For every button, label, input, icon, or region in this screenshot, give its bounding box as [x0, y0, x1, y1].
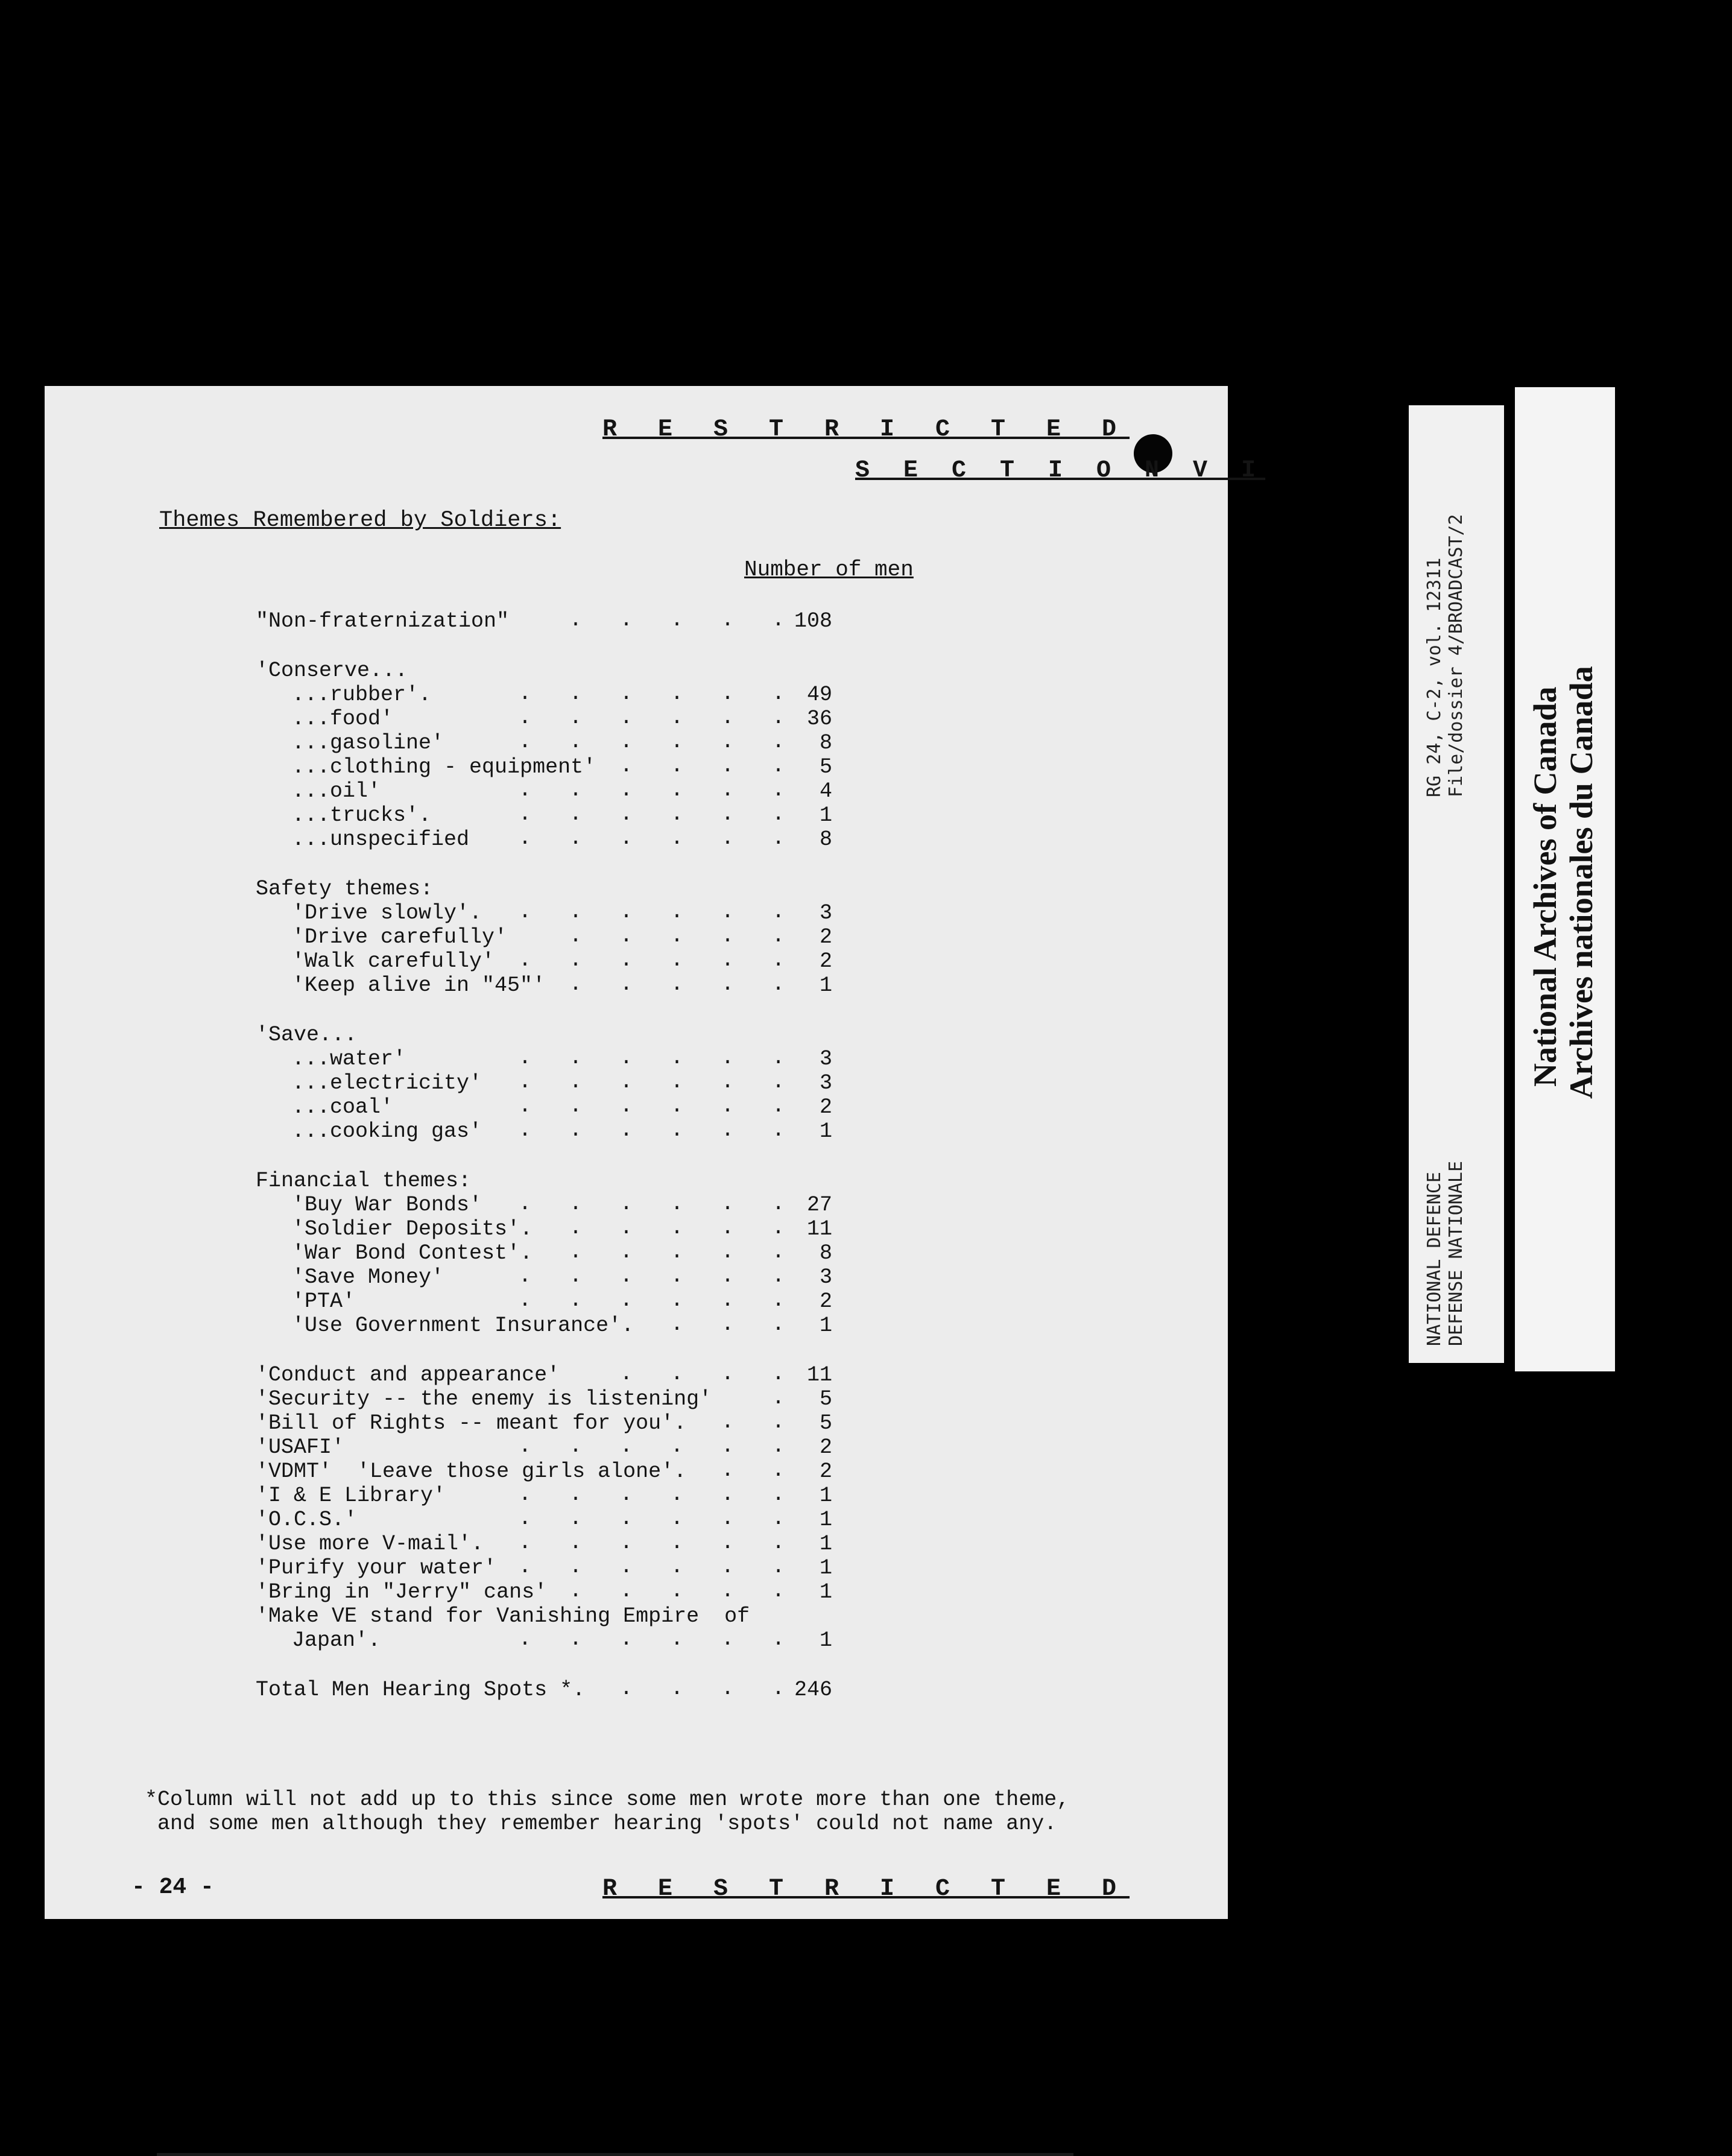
row-value: 1: [819, 1508, 832, 1532]
row-label: 'PTA': [292, 1289, 356, 1314]
row-label: Japan'.: [292, 1628, 381, 1652]
archive-stamp-label: [1515, 387, 1615, 1371]
row-label: "Non-fraternization": [256, 609, 510, 633]
leader-dots: . . . . . .: [519, 706, 785, 730]
row-label: 'Conserve...: [256, 659, 408, 683]
reference-line-2: File/dossier 4/BROADCAST/2: [1446, 514, 1467, 797]
row-value: 1: [819, 1580, 832, 1604]
table-row: [0, 803, 1206, 827]
table-row: [0, 1532, 1206, 1556]
row-label: 'Use Government Insurance'.: [292, 1314, 634, 1338]
leader-dots: . . . . . .: [519, 1192, 785, 1216]
leader-dots: . . . . . .: [519, 1531, 785, 1555]
leader-dots: . . . . . .: [519, 778, 785, 802]
row-label: ...food': [292, 707, 394, 731]
row-value: 2: [819, 1459, 832, 1484]
table-row: [0, 1241, 1206, 1265]
row-value: 8: [819, 731, 832, 755]
row-value: 5: [819, 1411, 832, 1435]
archive-name-fr: Archives nationales du Canada: [1563, 666, 1599, 1099]
row-label: ...unspecified: [292, 827, 470, 852]
column-header: Number of men: [744, 557, 914, 582]
row-value: 5: [819, 755, 832, 779]
leader-dots: . . . . . .: [519, 1264, 785, 1288]
row-value: 246: [794, 1678, 832, 1702]
table-row: [0, 1628, 1206, 1652]
row-label: Financial themes:: [256, 1169, 472, 1193]
row-value: 3: [819, 901, 832, 925]
table-row: [0, 1580, 1206, 1604]
archive-stamp-reference: [1409, 405, 1504, 1363]
row-value: 11: [806, 1363, 832, 1387]
table-row: [0, 925, 1206, 949]
leader-dots: . .: [721, 1410, 785, 1434]
table-row: [0, 755, 1206, 779]
row-value: 1: [819, 1556, 832, 1580]
row-value: 2: [819, 925, 832, 949]
row-value: 11: [806, 1217, 832, 1241]
row-label: ...rubber'.: [292, 683, 432, 707]
table-row: [0, 973, 1206, 997]
section-title: S E C T I O N V I: [855, 457, 1266, 484]
leader-dots: . . . . . .: [519, 1288, 785, 1312]
row-value: 1: [819, 1314, 832, 1338]
leader-dots: . . . . . .: [519, 1482, 785, 1506]
table-row: [0, 1678, 1206, 1702]
row-label: ...trucks'.: [292, 803, 432, 827]
row-label: ...clothing - equipment': [292, 755, 596, 779]
row-value: 3: [819, 1071, 832, 1095]
table-row: [0, 609, 1206, 633]
row-value: 5: [819, 1387, 832, 1411]
row-value: 2: [819, 1095, 832, 1119]
table-row: [0, 1459, 1206, 1484]
leader-dots: . . . . .: [569, 972, 785, 996]
department-line-2: DEFENSE NATIONALE: [1446, 1160, 1467, 1346]
row-value: 1: [819, 973, 832, 997]
table-row: [0, 1508, 1206, 1532]
table-row: [0, 731, 1206, 755]
leader-dots: . . . .: [620, 754, 785, 778]
row-value: 1: [819, 1532, 832, 1556]
leader-dots: . . . . .: [569, 924, 785, 948]
table-row: [0, 659, 1206, 683]
leader-dots: . .: [721, 1458, 785, 1482]
row-label: 'Purify your water': [256, 1556, 497, 1580]
table-row: [0, 1484, 1206, 1508]
row-label: ...water': [292, 1047, 406, 1071]
table-row: [0, 949, 1206, 973]
table-row: [0, 1217, 1206, 1241]
table-row: [0, 1363, 1206, 1387]
leader-dots: . . . . . .: [519, 1506, 785, 1531]
table-row: [0, 1193, 1206, 1217]
header-restricted: R E S T R I C T E D: [602, 416, 1130, 443]
table-row: [0, 1314, 1206, 1338]
table-row: [0, 1047, 1206, 1071]
row-label: 'Walk carefully': [292, 949, 495, 973]
table-row: [0, 877, 1206, 901]
page-heading: Themes Remembered by Soldiers:: [159, 508, 561, 533]
leader-dots: . . . . . .: [519, 681, 785, 706]
leader-dots: . . . . . .: [519, 948, 785, 972]
row-value: 1: [819, 1628, 832, 1652]
row-label: 'Security -- the enemy is listening': [256, 1387, 712, 1411]
row-value: 49: [806, 683, 832, 707]
table-row: [0, 1411, 1206, 1435]
leader-dots: . . . . . .: [519, 1555, 785, 1579]
row-value: 8: [819, 1241, 832, 1265]
leader-dots: . . . . .: [569, 1216, 785, 1240]
row-value: 2: [819, 1289, 832, 1314]
table-row: [0, 1169, 1206, 1193]
row-value: 2: [819, 1435, 832, 1459]
row-value: 4: [819, 779, 832, 803]
row-label: Safety themes:: [256, 877, 434, 901]
table-row: [0, 1289, 1206, 1314]
table-row: [0, 827, 1206, 852]
archive-name-en: National Archives of Canada: [1527, 686, 1563, 1087]
reference-line-1: RG 24, C-2, vol. 12311: [1424, 557, 1445, 797]
table-row: [0, 1556, 1206, 1580]
row-label: 'USAFI': [256, 1435, 345, 1459]
row-value: 8: [819, 827, 832, 852]
table-row: [0, 779, 1206, 803]
row-label: 'VDMT' 'Leave those girls alone'.: [256, 1459, 687, 1484]
row-label: ...coal': [292, 1095, 394, 1119]
table-row: [0, 1119, 1206, 1143]
table-row: [0, 1095, 1206, 1119]
table-row: [0, 1387, 1206, 1411]
leader-dots: . . . . .: [569, 1240, 785, 1264]
row-value: 1: [819, 803, 832, 827]
row-label: 'Use more V-mail'.: [256, 1532, 484, 1556]
leader-dots: . . . . . .: [519, 1094, 785, 1118]
row-value: 3: [819, 1047, 832, 1071]
leader-dots: . . . . . .: [519, 900, 785, 924]
leader-dots: . . . . . .: [519, 826, 785, 850]
row-label: 'Save...: [256, 1023, 358, 1047]
row-value: 1: [819, 1119, 832, 1143]
table-row: [0, 1071, 1206, 1095]
row-label: 'Buy War Bonds': [292, 1193, 482, 1217]
row-label: 'Keep alive in "45"': [292, 973, 546, 997]
table-row: [0, 1604, 1206, 1628]
table-row: [0, 901, 1206, 925]
leader-dots: . . . . . .: [519, 1434, 785, 1458]
row-value: 36: [806, 707, 832, 731]
table-row: [0, 1265, 1206, 1289]
leader-dots: . . . . . .: [519, 1118, 785, 1142]
footer-restricted: R E S T R I C T E D: [602, 1876, 1130, 1903]
leader-dots: . . . . . .: [519, 1046, 785, 1070]
footnote-line-1: *Column will not add up to this since some men wrote more than one theme,: [145, 1788, 1070, 1812]
leader-dots: . . . . . .: [519, 802, 785, 826]
row-label: ...gasoline': [292, 731, 444, 755]
table-row: [0, 1435, 1206, 1459]
row-label: ...cooking gas': [292, 1119, 482, 1143]
footnote-line-2: and some men although they remember hearing 'spots' could not name any.: [145, 1812, 1057, 1836]
row-label: 'War Bond Contest'.: [292, 1241, 533, 1265]
leader-dots: . . . . . .: [519, 1627, 785, 1651]
leader-dots: .: [772, 1386, 785, 1410]
row-label: 'Bill of Rights -- meant for you'.: [256, 1411, 687, 1435]
row-value: 1: [819, 1484, 832, 1508]
leader-dots: . . . .: [620, 1677, 785, 1701]
row-value: 2: [819, 949, 832, 973]
leader-dots: . . .: [671, 1312, 785, 1336]
row-label: 'Drive carefully': [292, 925, 508, 949]
leader-dots: . . . .: [620, 1362, 785, 1386]
row-label: 'Drive slowly'.: [292, 901, 482, 925]
row-label: 'Save Money': [292, 1265, 444, 1289]
row-label: 'I & E Library': [256, 1484, 446, 1508]
row-label: 'O.C.S.': [256, 1508, 358, 1532]
leader-dots: . . . . .: [569, 1579, 785, 1603]
row-label: Total Men Hearing Spots *.: [256, 1678, 586, 1702]
row-label: 'Conduct and appearance': [256, 1363, 560, 1387]
row-value: 108: [794, 609, 832, 633]
table-row: [0, 1023, 1206, 1047]
leader-dots: . . . . . .: [519, 730, 785, 754]
table-row: [0, 707, 1206, 731]
leader-dots: . . . . .: [569, 608, 785, 632]
page-number: - 24 -: [131, 1874, 214, 1900]
footnote-divider: [157, 2153, 1073, 2156]
leader-dots: . . . . . .: [519, 1070, 785, 1094]
department-line-1: NATIONAL DEFENCE: [1424, 1172, 1445, 1346]
row-label: 'Soldier Deposits'.: [292, 1217, 533, 1241]
row-label: 'Bring in "Jerry" cans': [256, 1580, 548, 1604]
row-label: ...oil': [292, 779, 381, 803]
row-label: ...electricity': [292, 1071, 482, 1095]
row-label: 'Make VE stand for Vanishing Empire of: [256, 1604, 750, 1628]
table-row: [0, 683, 1206, 707]
row-value: 27: [806, 1193, 832, 1217]
row-value: 3: [819, 1265, 832, 1289]
